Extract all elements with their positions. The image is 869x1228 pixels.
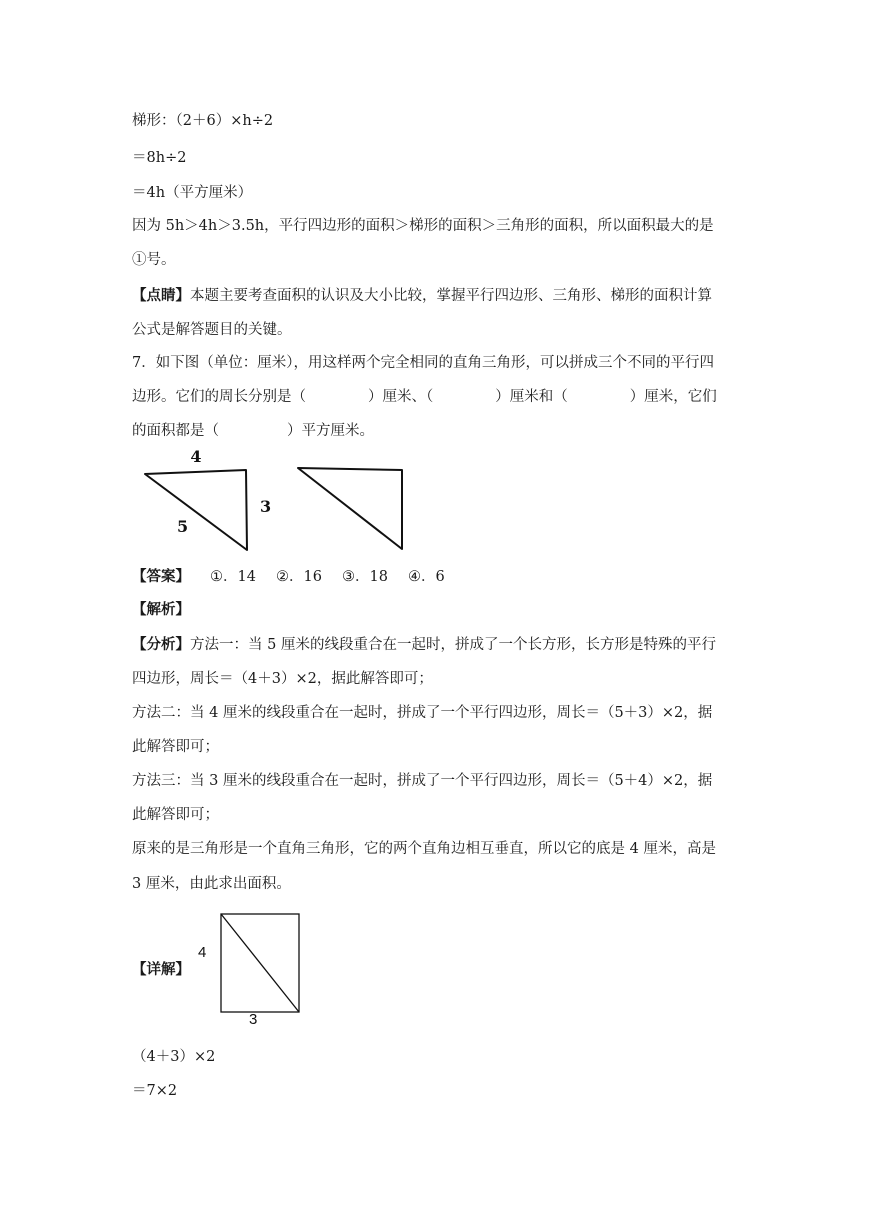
rectangle-figure <box>190 905 315 1030</box>
answer-4: ④．6 <box>408 569 445 585</box>
text-segment: 边形。它们的周长分别是（ <box>132 389 306 405</box>
dianjing-text: 本题主要考查面积的认识及大小比较，掌握平行四边形、三角形、梯形的面积计算 <box>190 288 712 304</box>
text-line: ＝7×2 <box>132 1083 178 1099</box>
rectangle-left-label: 4 <box>198 944 207 961</box>
triangles-figure <box>135 440 435 560</box>
labeled-right-triangle <box>145 470 247 550</box>
question-7-area-line <box>132 421 374 441</box>
text-segment: ）厘米和（ <box>495 389 568 405</box>
fenxi-paragraph <box>132 635 716 655</box>
text-line: ＝8h÷2 <box>132 150 187 166</box>
question-7-blanks-line <box>132 387 717 407</box>
question-7-line: 7．如下图（单位：厘米），用这样两个完全相同的直角三角形，可以拼成三个不同的平行四 <box>132 355 714 371</box>
text-line: 因为 5h＞4h＞3.5h，平行四边形的面积＞梯形的面积＞三角形的面积，所以面积最大的是 <box>132 218 714 234</box>
triangle-top-label: 4 <box>190 447 202 466</box>
text-line-trapezoid: 梯形：（2＋6）×h÷2 <box>132 113 274 129</box>
dianjing-tag: 【点睛】 <box>132 287 190 304</box>
text-line: 3 厘米，由此求出面积。 <box>132 876 291 892</box>
text-line: ＝4h（平方厘米） <box>132 185 253 201</box>
text-line: （4＋3）×2 <box>132 1049 216 1065</box>
triangle-hypotenuse-label: 5 <box>177 517 189 536</box>
method-two-line: 方法二：当 4 厘米的线段重合在一起时，拼成了一个平行四边形，周长＝（5＋3）×2，据 <box>132 705 713 721</box>
text-line: 四边形，周长＝（4＋3）×2，据此解答即可； <box>132 671 433 687</box>
fenxi-tag: 【分析】 <box>132 636 190 653</box>
text-line: 原来的是三角形是一个直角三角形，它的两个直角边相互垂直，所以它的底是 4 厘米，高是 <box>132 841 716 857</box>
detail-tag: 【详解】 <box>132 961 190 978</box>
unlabeled-right-triangle <box>298 468 402 549</box>
text-line: 公式是解答题目的关键。 <box>132 322 292 338</box>
text-segment: ）厘米，它们 <box>629 389 717 405</box>
fenxi-text: 方法一：当 5 厘米的线段重合在一起时，拼成了一个长方形，长方形是特殊的平行 <box>190 637 716 653</box>
analysis-tag: 【解析】 <box>132 601 190 618</box>
answer-line <box>132 567 445 587</box>
rectangle-bottom-label: 3 <box>249 1011 258 1028</box>
answer-2: ②．16 <box>276 569 322 585</box>
triangle-right-label: 3 <box>260 497 272 516</box>
text-line: 此解答即可； <box>132 807 219 823</box>
method-three-line: 方法三：当 3 厘米的线段重合在一起时，拼成了一个平行四边形，周长＝（5＋4）×2，据 <box>132 773 713 789</box>
answer-1: ①．14 <box>210 569 256 585</box>
text-line: ①号。 <box>132 252 176 268</box>
text-line: 此解答即可； <box>132 739 219 755</box>
answer-3: ③．18 <box>342 569 388 585</box>
text-segment: ）厘米、（ <box>368 389 434 405</box>
text-segment: ）平方厘米。 <box>287 423 374 439</box>
text-segment: 的面积都是（ <box>132 423 219 439</box>
dianjing-paragraph <box>132 286 712 306</box>
answer-tag: 【答案】 <box>132 568 190 585</box>
rectangle-diagonal <box>221 914 299 1012</box>
